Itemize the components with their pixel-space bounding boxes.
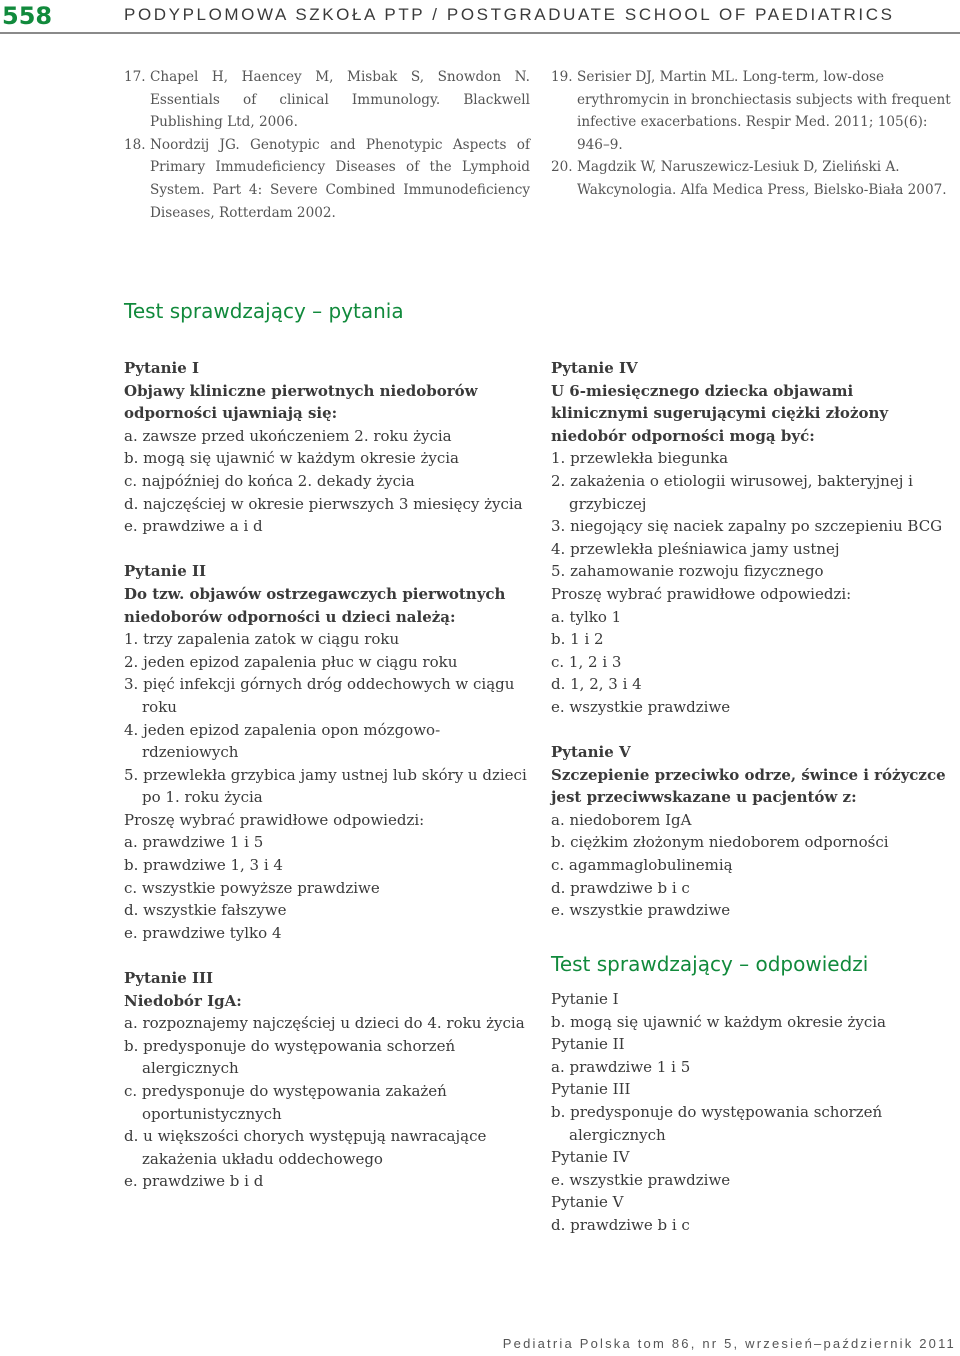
question-3: [124, 967, 534, 1193]
answer-option: d. u większości chorych występują nawracające zakażenia układu oddechowego: [124, 1127, 487, 1168]
reference-number: 19.: [551, 69, 573, 85]
answer-question-label: Pytanie II: [551, 1035, 625, 1054]
answer-option: d. 1, 2, 3 i 4: [551, 675, 642, 694]
questions-left-column: [124, 357, 534, 1216]
answer-option: b. 1 i 2: [551, 630, 604, 649]
test-questions-heading: Test sprawdzający – pytania: [124, 299, 404, 323]
answer-option: b. ciężkim złożonym niedoborem odporności: [551, 833, 889, 852]
questions-right-column: [551, 357, 951, 944]
answers-list: [551, 988, 951, 1237]
answer-option: c. agammaglobulinemią: [551, 856, 733, 875]
answer-question-label: Pytanie IV: [551, 1148, 630, 1167]
statement-item: 3. pięć infekcji górnych dróg oddechowych w ciągu roku: [124, 675, 515, 716]
reference-item: [551, 66, 957, 156]
reference-number: 18.: [124, 136, 146, 153]
question-prompt: Do tzw. objawów ostrzegawczych pierwotnych niedoborów odporności u dzieci należą:: [124, 584, 506, 626]
statement-item: 1. trzy zapalenia zatok w ciągu roku: [124, 630, 400, 649]
question-1: [124, 357, 534, 538]
answer-option: e. prawdziwe a i d: [124, 517, 263, 536]
journal-footer: Pediatria Polska tom 86, nr 5, wrzesień–październik 2011: [502, 1336, 956, 1351]
answer-option: e. wszystkie prawdziwe: [551, 697, 731, 716]
answer-option: b. mogą się ujawnić w każdym okresie życia: [124, 449, 460, 468]
page-number: 558: [2, 2, 53, 30]
answer-option: a. prawdziwe 1 i 5: [124, 833, 264, 852]
header-divider: [0, 32, 960, 34]
answer-value: e. wszystkie prawdziwe: [551, 1170, 731, 1189]
question-prompt: Objawy kliniczne pierwotnych niedoborów odporności ujawniają się:: [124, 381, 478, 423]
answer-option: d. najczęściej w okresie pierwszych 3 miesięcy życia: [124, 494, 523, 513]
reference-text: Serisier DJ, Martin ML. Long-term, low-dose erythromycin in bronchiectasis subjects with frequent infective exacerbations. Respir Med. 2011; 105(6): 946–9.: [577, 69, 951, 153]
reference-text: Noordzij JG. Genotypic and Phenotypic Aspects of Primary Immudeficiency Diseases of the Lymphoid System. Part 4: Severe Combined Immunodeficiency Diseases, Rotterdam 2002.: [150, 136, 530, 221]
running-header-title: PODYPLOMOWA SZKOŁA PTP / POSTGRADUATE SCHOOL OF PAEDIATRICS: [124, 5, 895, 24]
test-answers-heading: Test sprawdzający – odpowiedzi: [551, 952, 869, 976]
question-title: Pytanie III: [124, 969, 214, 988]
question-prompt: Szczepienie przeciwko odrze, śwince i różyczce jest przeciwwskazane u pacjentów z:: [551, 765, 946, 807]
question-prompt: U 6-miesięcznego dziecka objawami klinicznymi sugerującymi ciężki złożony niedobór odporności mogą być:: [551, 381, 889, 445]
question-instruction: Proszę wybrać prawidłowe odpowiedzi:: [124, 810, 425, 829]
answer-value: b. predysponuje do występowania schorzeń alergicznych: [551, 1102, 883, 1144]
reference-number: 17.: [124, 69, 146, 85]
question-title: Pytanie II: [124, 562, 207, 581]
answer-option: e. wszystkie prawdziwe: [551, 901, 731, 920]
answer-option: c. predysponuje do występowania zakażeń oportunistycznych: [124, 1082, 447, 1123]
question-5: [551, 741, 951, 922]
statement-item: 4. przewlekła pleśniawica jamy ustnej: [551, 539, 840, 558]
reference-item: [551, 156, 957, 201]
reference-number: 20.: [551, 159, 573, 176]
answer-option: c. 1, 2 i 3: [551, 652, 622, 671]
answer-question-label: Pytanie V: [551, 1193, 624, 1212]
page-header: [0, 0, 960, 34]
answer-option: c. najpóźniej do końca 2. dekady życia: [124, 471, 415, 490]
statement-item: 4. jeden epizod zapalenia opon mózgowo-rdzeniowych: [124, 720, 441, 762]
answer-option: e. prawdziwe tylko 4: [124, 923, 282, 942]
question-4: [551, 357, 951, 719]
answer-question-label: Pytanie III: [551, 1080, 631, 1099]
question-instruction: Proszę wybrać prawidłowe odpowiedzi:: [551, 584, 852, 603]
question-title: Pytanie V: [551, 743, 631, 762]
statement-item: 1. przewlekła biegunka: [551, 449, 729, 468]
answer-option: b. prawdziwe 1, 3 i 4: [124, 856, 283, 875]
statement-item: 3. niegojący się naciek zapalny po szczepieniu BCG: [551, 517, 943, 536]
reference-item: [124, 134, 530, 224]
reference-item: [124, 66, 530, 134]
answer-value: b. mogą się ujawnić w każdym okresie życia: [551, 1012, 887, 1031]
answer-value: d. prawdziwe b i c: [551, 1215, 690, 1234]
question-title: Pytanie IV: [551, 359, 638, 377]
statement-item: 5. przewlekła grzybica jamy ustnej lub skóry u dzieci po 1. roku życia: [124, 765, 527, 807]
answer-option: a. niedoborem IgA: [551, 810, 692, 829]
answer-option: e. prawdziwe b i d: [124, 1172, 264, 1191]
answer-option: a. zawsze przed ukończeniem 2. roku życia: [124, 426, 452, 445]
answer-option: a. tylko 1: [551, 607, 622, 626]
references-right-column: [551, 66, 957, 202]
answer-value: a. prawdziwe 1 i 5: [551, 1057, 691, 1076]
reference-text: Chapel H, Haencey M, Misbak S, Snowdon N. Essentials of clinical Immunology. Blackwell Publishing Ltd, 2006.: [150, 69, 530, 131]
answer-question-label: Pytanie I: [551, 990, 619, 1008]
statement-item: 2. zakażenia o etiologii wirusowej, bakteryjnej i grzybiczej: [551, 471, 913, 513]
answer-option: a. rozpoznajemy najczęściej u dzieci do 4. roku życia: [124, 1014, 525, 1033]
question-2: [124, 560, 534, 944]
answer-option: b. predysponuje do występowania schorzeń alergicznych: [124, 1036, 456, 1078]
question-title: Pytanie I: [124, 359, 200, 377]
answer-option: c. wszystkie powyższe prawdziwe: [124, 878, 380, 897]
reference-text: Magdzik W, Naruszewicz-Lesiuk D, Zieliński A. Wakcynologia. Alfa Medica Press, Bielsko-Biała 2007.: [577, 159, 947, 198]
answer-option: d. wszystkie fałszywe: [124, 901, 287, 920]
answer-option: d. prawdziwe b i c: [551, 878, 690, 897]
statement-item: 2. jeden epizod zapalenia płuc w ciągu roku: [124, 652, 458, 671]
references-left-column: [124, 66, 530, 224]
statement-item: 5. zahamowanie rozwoju fizycznego: [551, 562, 824, 581]
question-prompt: Niedobór IgA:: [124, 991, 242, 1010]
